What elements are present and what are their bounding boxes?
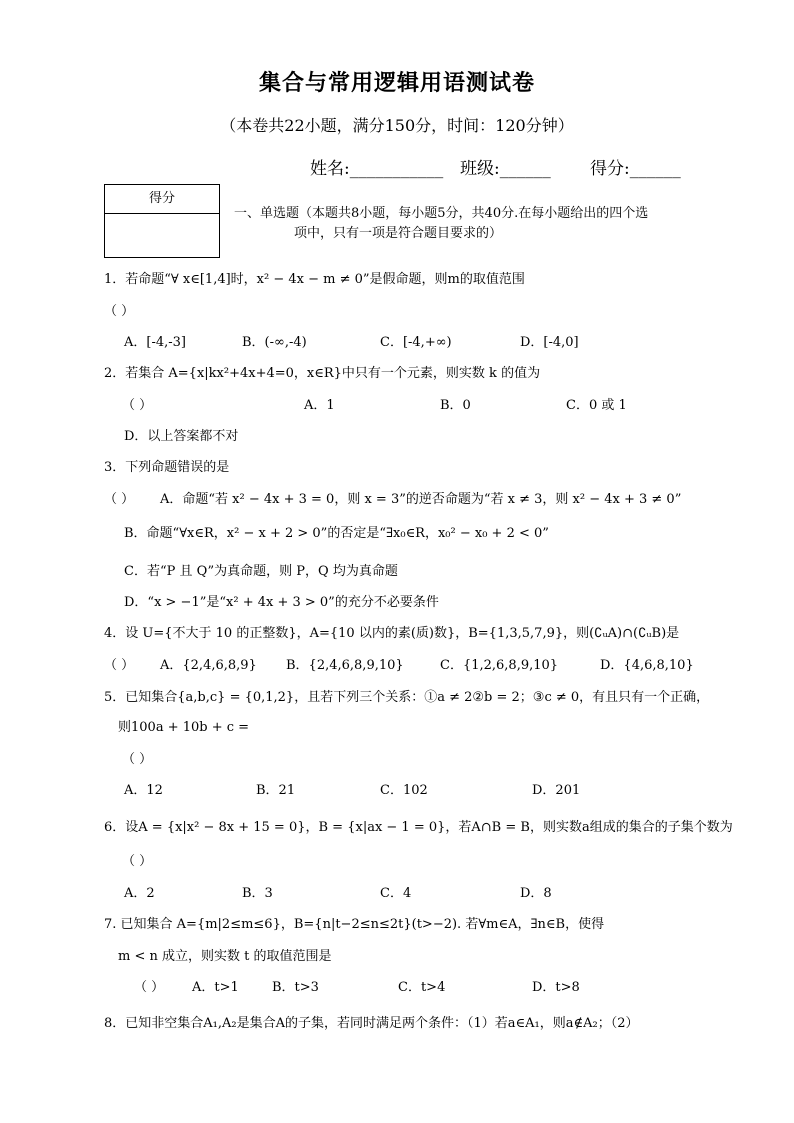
question-7-option-d: D．t>8 [532, 980, 580, 995]
question-5-option-b: B．21 [256, 783, 296, 798]
section-heading-line1: 一、单选题（本题共8小题，每小题5分，共40分.在每小题给出的四个选 [234, 206, 649, 221]
question-4-paren: （ ） [104, 658, 135, 673]
question-1-option-d: D．[-4,0] [520, 335, 579, 350]
question-2-paren: （ ） [122, 398, 153, 413]
question-1-option-a: A．[-4,-3] [124, 335, 186, 350]
question-4-option-a: A．{2,4,6,8,9} [160, 658, 257, 673]
question-3-option-a: A．命题“若 x² − 4x + 3 = 0，则 x = 3”的逆否命题为“若 x ≠ 3，则 x² − 4x + 3 ≠ 0” [160, 492, 682, 507]
question-4-option-b: B．{2,4,6,8,9,10} [286, 658, 404, 673]
question-5-option-d: D．201 [532, 783, 581, 798]
question-5-stem-cont: 则100a + 10b + c = [118, 720, 250, 735]
question-2-option-b: B．0 [440, 398, 471, 413]
question-7-option-a: A．t>1 [192, 980, 239, 995]
class-field: 班级:______ [460, 159, 551, 179]
question-1-option-b: B．(-∞,-4) [242, 335, 307, 350]
question-7-stem: 7. 已知集合 A={m|2≤m≤6}，B={n|t−2≤n≤2t}(t>−2). 若∀m∈A，∃n∈B，使得 [104, 917, 605, 932]
question-1-stem: 1．若命题“∀ x∈[1,4]时，x² − 4x − m ≠ 0”是假命题，则m的取值范围 [104, 272, 525, 287]
question-2-option-a: A．1 [304, 398, 335, 413]
score-box [104, 184, 220, 258]
question-2-option-d: D．以上答案都不对 [124, 429, 239, 444]
question-1-paren: （ ） [104, 304, 135, 319]
score-box-label: 得分 [105, 185, 219, 214]
question-6-option-c: C．4 [380, 886, 412, 901]
question-7-paren: （ ） [134, 980, 165, 995]
question-4-option-c: C．{1,2,6,8,9,10} [440, 658, 559, 673]
question-5-stem: 5．已知集合{a,b,c} = {0,1,2}，且若下列三个关系：①a ≠ 2②b = 2；③c ≠ 0，有且只有一个正确， [104, 690, 710, 705]
section-heading-line2: 项中，只有一项是符合题目要求的） [294, 226, 503, 241]
question-3-stem: 3．下列命题错误的是 [104, 460, 230, 475]
page-title: 集合与常用逻辑用语测试卷 [258, 71, 535, 96]
question-6-option-a: A．2 [124, 886, 155, 901]
question-1-option-c: C．[-4,+∞) [380, 335, 452, 350]
question-6-option-d: D．8 [520, 886, 552, 901]
question-3-option-d: D．“x > −1”是“x² + 4x + 3 > 0”的充分不必要条件 [124, 595, 439, 610]
question-5-option-c: C．102 [380, 783, 428, 798]
score-field: 得分:______ [590, 159, 681, 179]
question-3-option-c: C．若“P 且 Q”为真命题，则 P，Q 均为真命题 [124, 564, 398, 579]
question-7-option-b: B．t>3 [272, 980, 319, 995]
question-5-option-a: A．12 [124, 783, 163, 798]
question-5-paren: （ ） [122, 752, 153, 767]
page-subtitle: （本卷共22小题，满分150分，时间：120分钟） [220, 116, 574, 135]
question-3-paren: （ ） [104, 492, 135, 507]
question-2-stem: 2．若集合 A={x|kx²+4x+4=0，x∈R}中只有一个元素，则实数 k 的值为 [104, 366, 541, 381]
question-4-stem: 4．设 U={不大于 10 的正整数}，A={10 以内的素(质)数}，B={1,3,5,7,9}，则(∁ᵤA)∩(∁ᵤB)是 [104, 626, 680, 641]
question-7-stem-cont: m < n 成立，则实数 t 的取值范围是 [118, 949, 332, 964]
question-4-option-d: D．{4,6,8,10} [600, 658, 694, 673]
question-2-option-c: C．0 或 1 [566, 398, 627, 413]
question-8-stem: 8．已知非空集合A₁,A₂是集合A的子集，若同时满足两个条件：（1）若a∈A₁，则a∉A₂；（2） [104, 1016, 639, 1031]
question-6-paren: （ ） [122, 854, 153, 869]
name-field: 姓名:___________ [310, 159, 444, 179]
question-7-option-c: C．t>4 [398, 980, 446, 995]
question-6-option-b: B．3 [242, 886, 273, 901]
question-6-stem: 6．设A = {x|x² − 8x + 15 = 0}，B = {x|ax − 1 = 0}，若A∩B = B，则实数a组成的集合的子集个数为 [104, 820, 733, 835]
question-3-option-b: B．命题“∀x∈R，x² − x + 2 > 0”的否定是“∃x₀∈R，x₀² − x₀ + 2 < 0” [124, 526, 549, 541]
